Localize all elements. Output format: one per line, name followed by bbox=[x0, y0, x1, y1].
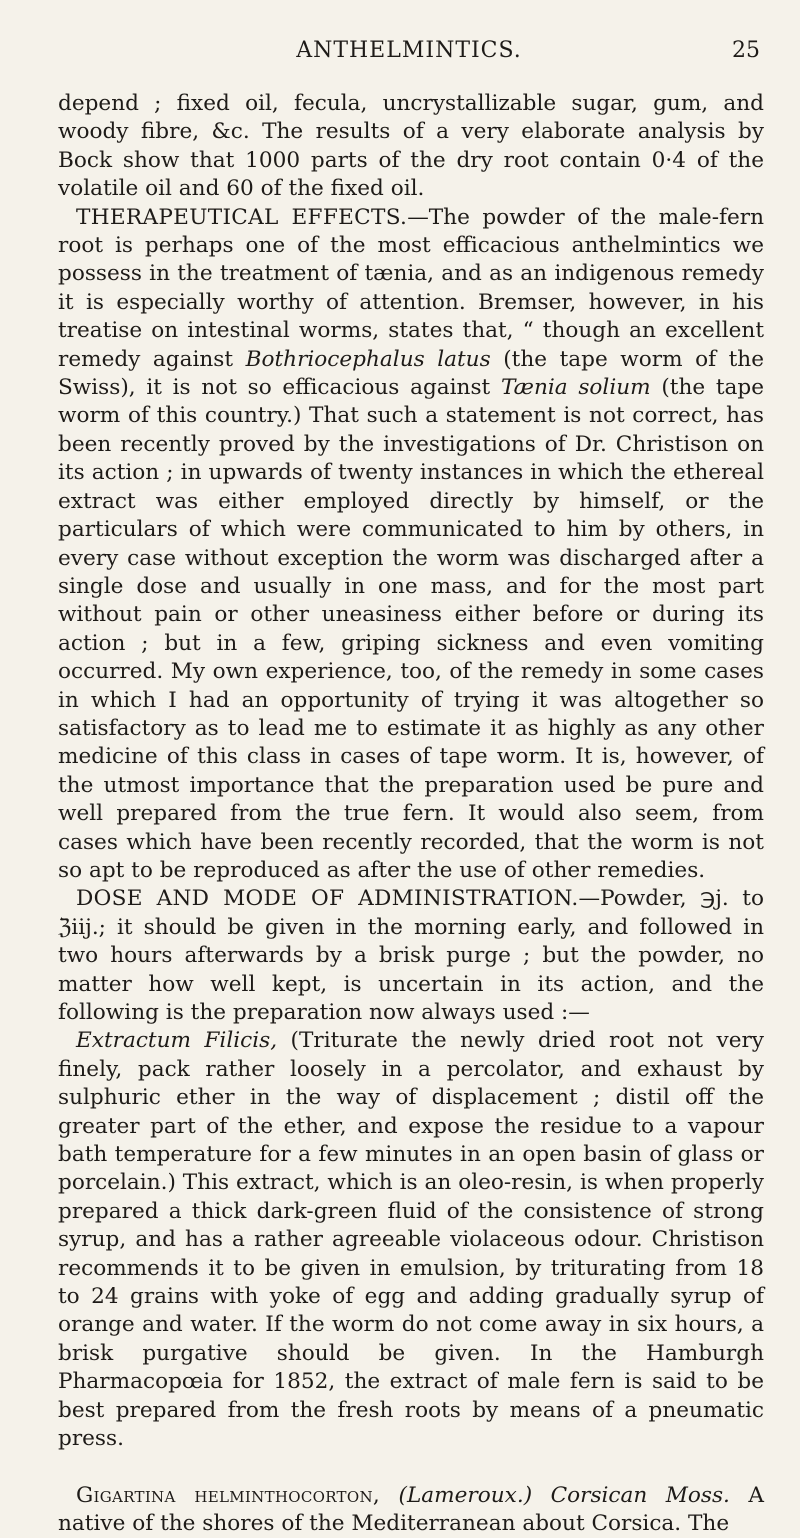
paragraph-text: (Triturate the newly dried root not very finely, pack rather loosely in a percolator, and exhaust by sulphuric ether in the way of displacement ; distil off the greater part of the ether, and expose the residue to a vapour bath temperature for a few minutes in an open basin of glass or porcelain.) This extract, which is an oleo-resin, is when properly prepared a thick dark-green fluid of the consistence of strong syrup, and has a rather agreeable violaceous odour. Christison recommends it to be given in emulsion, by triturating from 18 to 24 grains with yoke of egg and adding gradually syrup of orange and water. If the worm do not come away in six hours, a brisk purgative should be given. In the Hamburgh Pharmacopœia for 1852, the extract of male fern is said to be best prepared from the fresh roots by means of a pneumatic press. bbox=[58, 1028, 764, 1451]
paragraph-text: A native of the shores of the Mediterranean about Corsica. The bbox=[58, 1483, 764, 1536]
species-name: Tænia solium bbox=[501, 375, 651, 400]
paragraph-continuation: depend ; fixed oil, fecula, uncrystallizable sugar, gum, and woody fibre, &c. The results of a very elaborate analysis by Bock show that 1000 parts of the dry root contain 0·4 of the volatile oil and 60 of the fixed oil. bbox=[58, 90, 764, 204]
section-heading-gigartina: Gigartina helminthocorton, bbox=[76, 1483, 380, 1508]
paragraph-text: (the tape worm of the Swiss), it is not so efficacious against bbox=[58, 347, 764, 400]
common-name: Corsican Moss. bbox=[551, 1483, 730, 1508]
page-header bbox=[58, 38, 760, 68]
section-heading-therapeutical-effects: THERAPEUTICAL EFFECTS. bbox=[76, 205, 407, 230]
species-name: Bothriocephalus latus bbox=[246, 347, 491, 372]
page-number: 25 bbox=[732, 38, 760, 63]
body-text bbox=[58, 90, 764, 1538]
author-name: (Lameroux.) bbox=[399, 1483, 533, 1508]
paragraph-extractum-filicis bbox=[58, 1027, 764, 1453]
paragraph-text: —The powder of the male-fern root is perhaps one of the most efficacious anthelmintics we possess in the treatment of tænia, and as an indigenous remedy it is especially worthy of attention. Bremser, however, in his treatise on intestinal worms, states that, “ though an excellent remedy against bbox=[58, 205, 764, 372]
paragraph-dose bbox=[58, 885, 764, 1027]
preparation-name: Extractum Filicis, bbox=[76, 1028, 277, 1053]
paragraph-gigartina bbox=[58, 1482, 764, 1538]
paragraph-text: —Powder, ℈j. to ℨiij.; it should be given in the morning early, and followed in two hours afterwards by a brisk purge ; but the powder, no matter how well kept, is uncertain in its action, and the following is the preparation now always used :— bbox=[58, 886, 764, 1025]
paragraph-therapeutical-effects bbox=[58, 204, 764, 886]
section-heading-dose: DOSE AND MODE OF ADMINISTRATION. bbox=[76, 886, 578, 911]
running-title: ANTHELMINTICS. bbox=[58, 38, 760, 63]
paragraph-text: (the tape worm of this country.) That such a statement is not correct, has been recently proved by the investigations of Dr. Christison on its action ; in upwards of twenty instances in which the ethereal extract was either employed directly by himself, or the particulars of which were communicated to him by others, in every case without exception the worm was discharged after a single dose and usually in one mass, and for the most part without pain or other uneasiness either before or during its action ; but in a few, griping sickness and even vomiting occurred. My own experience, too, of the remedy in some cases in which I had an opportunity of trying it was altogether so satisfactory as to lead me to estimate it as highly as any other medicine of this class in cases of tape worm. It is, however, of the utmost importance that the preparation used be pure and well prepared from the true fern. It would also seem, from cases which have been recently recorded, that the worm is not so apt to be reproduced as after the use of other remedies. bbox=[58, 375, 764, 883]
